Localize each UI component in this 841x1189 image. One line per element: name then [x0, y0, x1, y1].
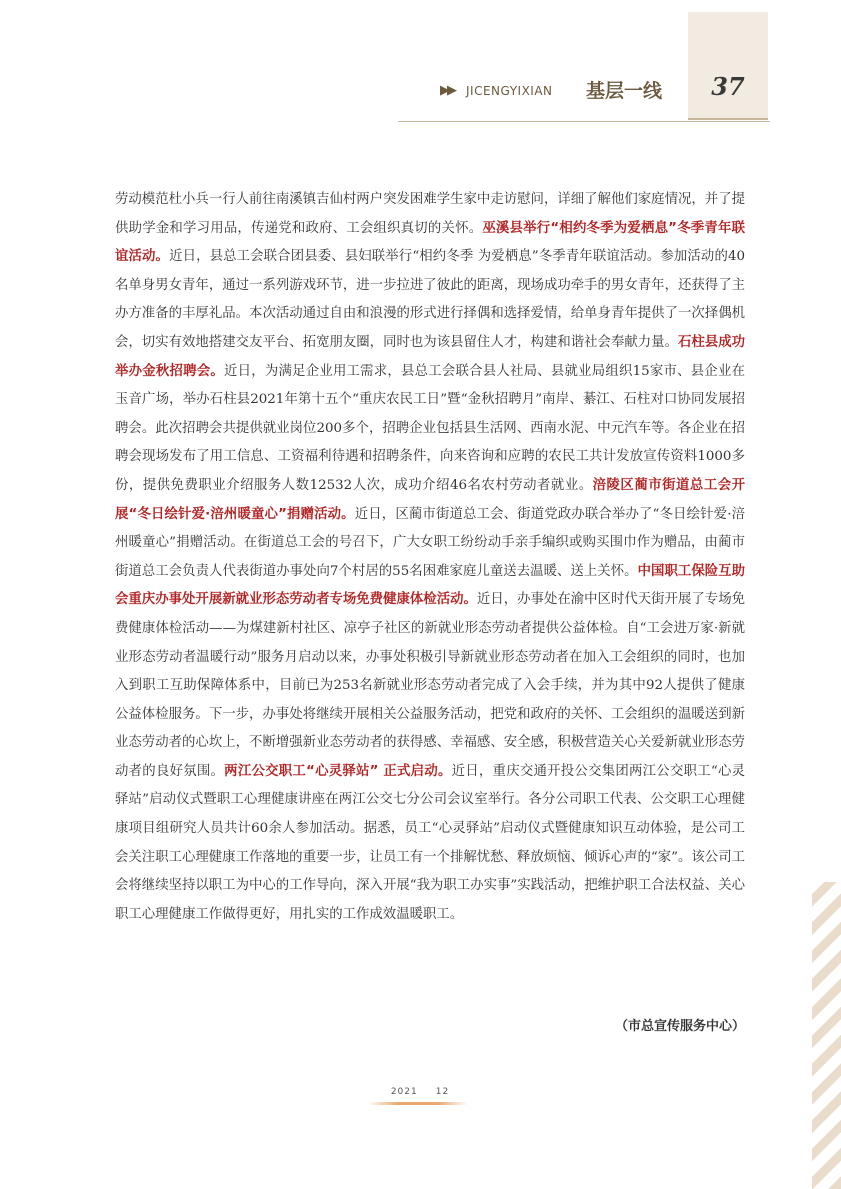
news-headline: 涪陵区蔺市街道总工会开展“冬日绘针爱·涪州暖童心”捐赠活动。	[115, 477, 746, 522]
text-run: 近日，县总工会联合团县委、县妇联举行“相约冬季 为爱栖息”冬季青年联谊活动。参加活动的40名单身男女青年，通过一系列游戏环节，进一步拉进了彼此的距离，现场成功牵手的男女青年，还获得了主办方准备的丰厚礼品。本次活动通过自由和浪漫的形式进行择偶和选择爱情，给单身青年提供了一次择偶机会，切实有效地搭建交友平台、拓宽朋友圈，同时也为该县留住人才，构建和谐社会奉献力量。	[115, 249, 746, 350]
footer-year: 2021	[390, 1087, 418, 1097]
text-run: 近日，办事处在渝中区时代天街开展了专场免费健康体检活动——为煤建新村社区、凉亭子社区的新就业形态劳动者提供公益体检。自“工会进万家·新就业形态劳动者温暖行动”服务月启动以来，办事处积极引导新就业形态劳动者在加入工会组织的同时，也加入到职工互助保障体系中，目前已为253名新就业形态劳动者完成了入会手续，并为其中92人提供了健康公益体检服务。下一步，办事处将继续开展相关公益服务活动，把党和政府的关怀、工会组织的温暖送到新业态劳动者的心坎上，不断增强新业态劳动者的获得感、幸福感、安全感，积极营造关心关爱新就业形态劳动者的良好氛围。	[115, 592, 745, 779]
news-headline: 中国职工保险互助会重庆办事处开展新就业形态劳动者专场免费健康体检活动。	[115, 563, 746, 608]
text-run: 近日，为满足企业用工需求，县总工会联合县人社局、县就业局组织15家市、县企业在玉音广场，举办石柱县2021年第十五个“重庆农民工日”暨“金秋招聘月”南岸、綦江、石柱对口协同发展招聘会。此次招聘会共提供就业岗位200多个，招聘企业包括县生活网、西南水泥、中元汽车等。各企业在招聘会现场发布了用工信息、工资福利待遇和招聘条件，向来咨询和应聘的农民工共计发放宣传资料1000多份，提供免费职业介绍服务人数12532人次，成功介绍46名农村劳动者就业。	[115, 363, 745, 493]
news-headline: 巫溪县举行“相约冬季为爱栖息”冬季青年联谊活动。	[115, 220, 745, 265]
header-divider	[398, 121, 770, 122]
text-run: 劳动模范杜小兵一行人前往南溪镇吉仙村两户突发困难学生家中走访慰问，详细了解他们家庭情况，并了提供助学金和学习用品，传递党和政府、工会组织真切的关怀。	[115, 192, 745, 236]
page-number: 37	[711, 72, 745, 101]
news-headline: 两江公交职工“心灵驿站” 正式启动。	[224, 763, 452, 779]
article-paragraph	[115, 186, 745, 929]
footer-issue	[360, 1087, 480, 1097]
footer-divider	[368, 1102, 468, 1105]
page-number-tab	[688, 12, 768, 120]
article-source: （市总宣传服务中心）	[614, 1019, 745, 1034]
section-title: 基层一线	[586, 80, 663, 102]
section-title-latin: JICENGYIXIAN	[466, 84, 553, 98]
text-run: 近日，重庆交通开投公交集团两江公交职工“心灵驿站”启动仪式暨职工心理健康讲座在两江公交七分公司会议室举行。各分公司职工代表、公交职工心理健康项目组研究人员共计60余人参加活动。据悉，员工“心灵驿站”启动仪式暨健康知识互动体验，是公司工会关注职工心理健康工作落地的重要一步，让员工有一个排解忧愁、释放烦恼、倾诉心声的“家”。该公司工会将继续坚持以职工为中心的工作导向，深入开展“我为职工办实事”实践活动，把维护职工合法权益、关心职工心理健康工作做得更好，用扎实的工作成效温暖职工。	[115, 763, 746, 922]
footer-issue-number: 12	[435, 1087, 450, 1097]
decorative-stripes	[812, 882, 841, 1189]
article-body	[115, 186, 745, 929]
section-arrows-icon: ▶▶	[440, 83, 454, 98]
text-run: 近日，区蔺市街道总工会、街道党政办联合举办了“冬日绘针爱·涪州暖童心”捐赠活动。在街道总工会的号召下，广大女职工纷纷动手亲手编织或购买围巾作为赠品，由蔺市街道总工会负责人代表街道办事处向7个村居的55名困难家庭儿童送去温暖、送上关怀。	[115, 506, 745, 579]
news-headline: 石柱县成功举办金秋招聘会。	[115, 334, 746, 379]
